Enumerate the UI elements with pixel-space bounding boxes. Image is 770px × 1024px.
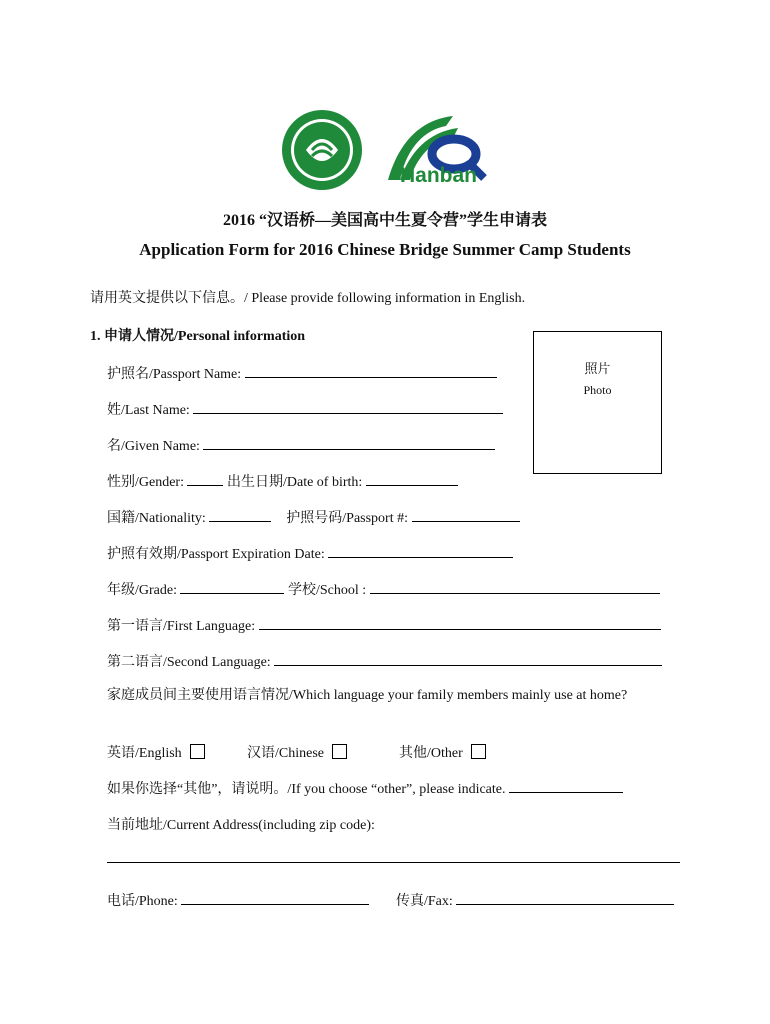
chinese-checkbox[interactable] <box>332 744 347 759</box>
last-name-field[interactable] <box>193 399 503 414</box>
nationality-label: 国籍/Nationality: <box>107 511 206 526</box>
phone-field[interactable] <box>181 890 369 905</box>
second-language-field[interactable] <box>274 651 662 666</box>
photo-label-en: Photo <box>583 383 612 397</box>
gender-label: 性别/Gender: <box>107 475 184 490</box>
fax-label: 传真/Fax: <box>396 894 453 909</box>
gender-dob-row <box>107 471 458 491</box>
fax-field[interactable] <box>456 890 674 905</box>
hanban-logo-text: Hanban <box>400 164 478 187</box>
last-name-row <box>107 399 503 419</box>
section-heading: 1. 申请人情况/Personal information <box>90 329 306 344</box>
english-checkbox[interactable] <box>190 744 205 759</box>
english-option <box>107 742 205 762</box>
other-checkbox[interactable] <box>471 744 486 759</box>
grade-school-row <box>107 579 660 599</box>
school-label: 学校/School : <box>287 583 367 598</box>
given-name-label: 名/Given Name: <box>107 439 200 454</box>
title-chinese: 2016 “汉语桥—美国高中生夏令营”学生申请表 <box>222 212 547 229</box>
other-option-label: 其他/Other <box>399 746 463 761</box>
fax-row <box>396 890 674 910</box>
passport-exp-row <box>107 543 513 563</box>
other-option <box>399 742 486 762</box>
phone-label: 电话/Phone: <box>107 894 178 909</box>
nationality-field[interactable] <box>209 507 271 522</box>
given-name-row <box>107 435 495 455</box>
passport-number-label: 护照号码/Passport #: <box>286 511 408 526</box>
other-indicate-label: 如果你选择“其他”，请说明。/If you choose “other”, please indicate. <box>107 782 506 797</box>
other-indicate-field[interactable] <box>509 778 623 793</box>
dob-field[interactable] <box>366 471 458 486</box>
english-option-label: 英语/English <box>107 746 182 761</box>
title-english: Application Form for 2016 Chinese Bridge Summer Camp Students <box>139 240 631 259</box>
grade-field[interactable] <box>180 579 284 594</box>
passport-name-label: 护照名/Passport Name: <box>107 367 242 382</box>
gender-field[interactable] <box>187 471 223 486</box>
passport-name-row <box>107 363 497 383</box>
dob-label: 出生日期/Date of birth: <box>226 475 363 490</box>
phone-row <box>107 890 369 910</box>
address-field[interactable] <box>107 862 680 863</box>
chinese-option-label: 汉语/Chinese <box>247 746 324 761</box>
given-name-field[interactable] <box>203 435 495 450</box>
other-indicate-row <box>107 778 623 798</box>
grade-label: 年级/Grade: <box>107 583 177 598</box>
school-field[interactable] <box>370 579 660 594</box>
photo-label-cn: 照片 <box>584 361 611 376</box>
first-language-row <box>107 615 661 635</box>
nationality-passport-row <box>107 507 520 527</box>
passport-exp-label: 护照有效期/Passport Expiration Date: <box>107 547 325 562</box>
header-logos <box>278 110 498 190</box>
second-language-row <box>107 651 662 671</box>
passport-number-field[interactable] <box>412 507 520 522</box>
second-language-label: 第二语言/Second Language: <box>107 655 271 670</box>
first-language-field[interactable] <box>259 615 661 630</box>
address-label: 当前地址/Current Address(including zip code): <box>107 818 375 833</box>
chinese-option <box>247 742 347 762</box>
first-language-label: 第一语言/First Language: <box>107 619 256 634</box>
instruction-text: 请用英文提供以下信息。/ Please provide following information in English. <box>90 291 526 306</box>
passport-exp-field[interactable] <box>328 543 513 558</box>
last-name-label: 姓/Last Name: <box>107 403 190 418</box>
photo-box[interactable] <box>533 331 662 474</box>
family-language-question: 家庭成员间主要使用语言情况/Which language your family members mainly use at home? <box>107 688 628 703</box>
passport-name-field[interactable] <box>245 363 497 378</box>
